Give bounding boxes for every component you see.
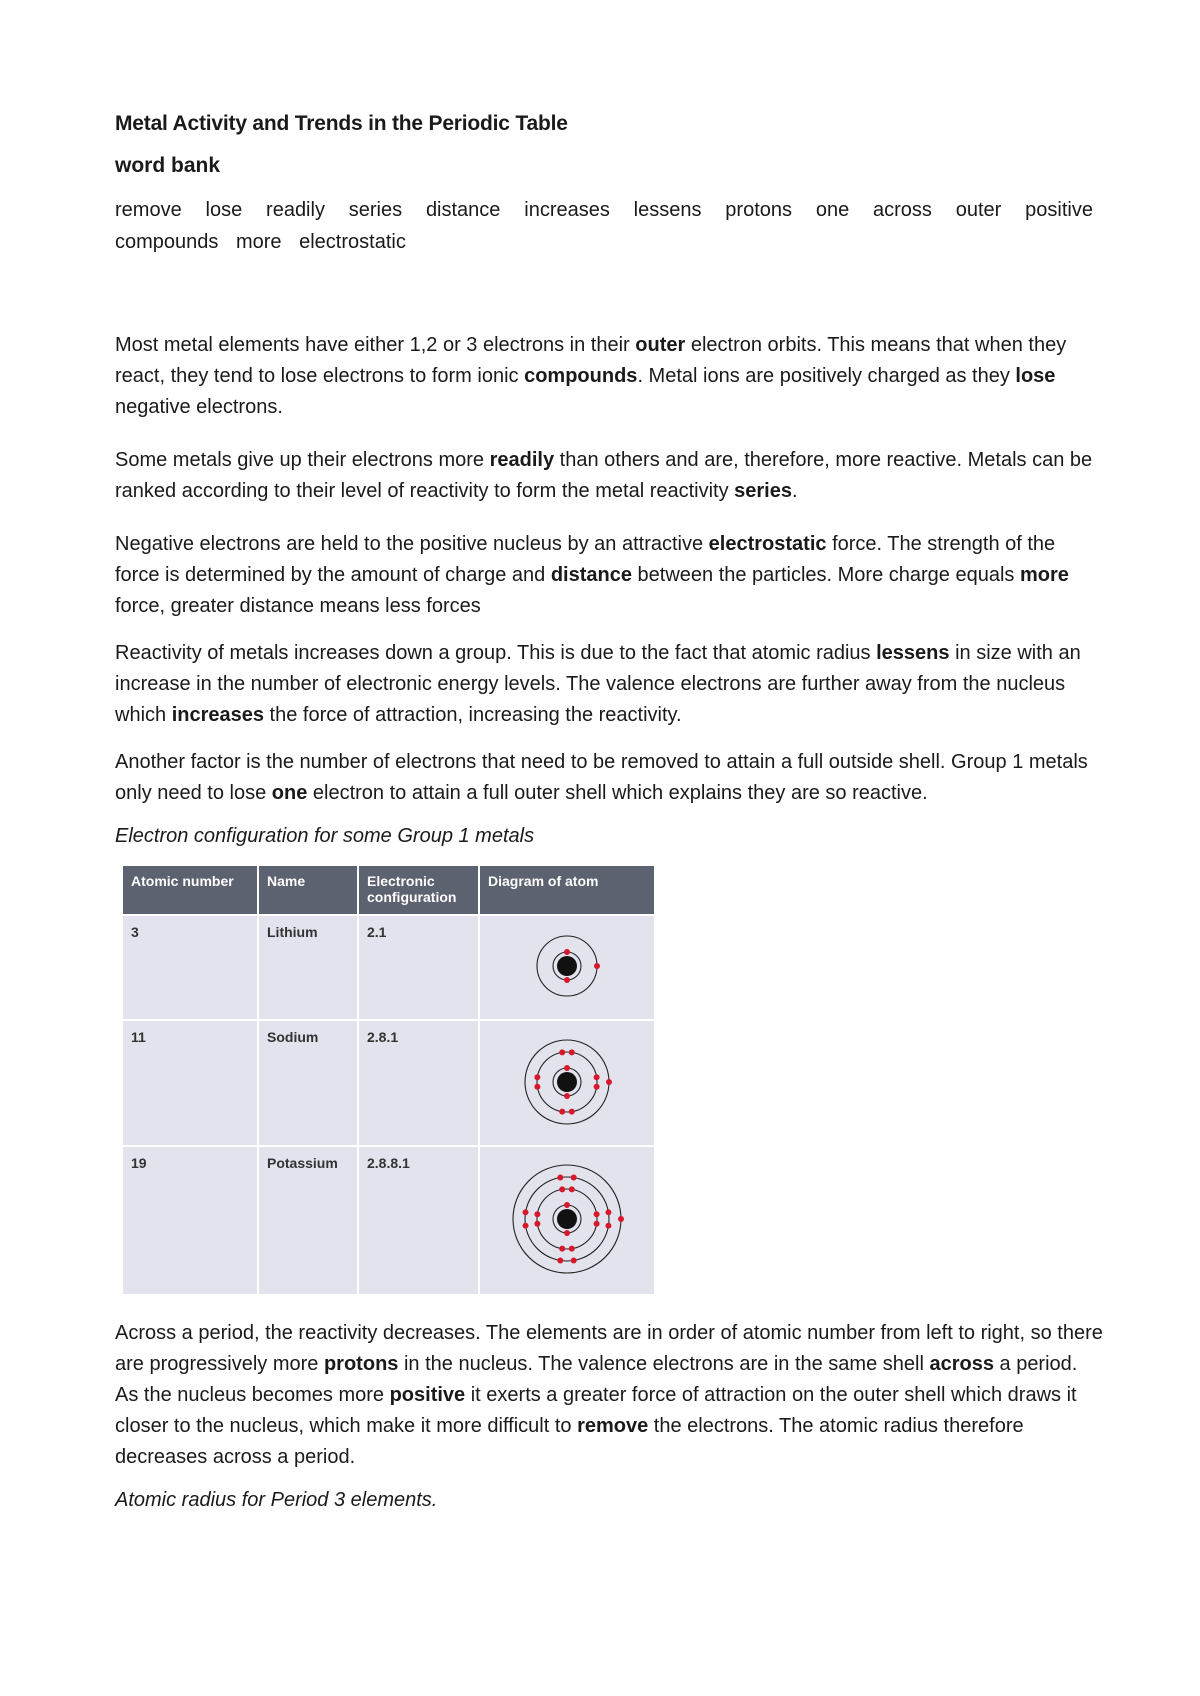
answer-word: across: [929, 1353, 994, 1375]
electron: [569, 1108, 575, 1114]
document-page: [115, 112, 1105, 1512]
page-title: Metal Activity and Trends in the Periodic Table: [115, 112, 568, 135]
electron: [605, 1223, 611, 1229]
paragraph-full-shell: [115, 747, 1105, 809]
word-bank-word: electrostatic: [299, 231, 406, 253]
word-bank-word: increases: [524, 199, 610, 221]
table-row: [123, 1019, 656, 1145]
electron: [559, 1049, 565, 1055]
word-bank-word: distance: [425, 199, 501, 221]
electron: [557, 1257, 563, 1263]
electron: [594, 1083, 600, 1089]
text-run: Negative electrons are held to the positive nucleus by an attractive: [115, 533, 709, 555]
text-run: between the particles. More charge equals: [631, 564, 1020, 586]
header-name: Name: [259, 866, 359, 914]
text-run: electron orbits. This means that when they react, they tend to lose electrons to form ionic: [115, 334, 1067, 387]
electron: [564, 1093, 570, 1099]
paragraph-electrostatic-force: [115, 529, 1105, 622]
text-run: force. The strength of the force is determined by the amount of charge and: [115, 533, 1056, 586]
text-run: Another factor is the number of electrons that need to be removed to attain a full outside shell. Group 1 metals only need to lose: [115, 751, 1088, 804]
text-run: it exerts a greater force of attraction on the outer shell which draws it closer to the nucleus, which make it more difficult to: [115, 1384, 1077, 1437]
electron: [564, 949, 570, 955]
answer-word: series: [734, 480, 792, 502]
word-bank-word: remove: [115, 199, 182, 221]
answer-word: outer: [635, 334, 686, 356]
cell-atomic-number: 3: [123, 914, 259, 1019]
word-bank-word: lessens: [633, 199, 702, 221]
electron: [534, 1074, 540, 1080]
text-run: . Metal ions are positively charged as they: [637, 365, 1016, 387]
answer-word: lessens: [876, 642, 950, 664]
electron: [534, 1221, 540, 1227]
electron: [559, 1108, 565, 1114]
electron: [559, 1186, 565, 1192]
word-bank: [115, 194, 1105, 258]
electron: [523, 1209, 529, 1215]
electron: [594, 963, 600, 969]
electron: [569, 1246, 575, 1252]
text-run: in size with an increase in the number of electronic energy levels. The valence electrons are further away from the nucleus which: [115, 642, 1081, 726]
nucleus: [557, 1072, 577, 1092]
cell-configuration: 2.8.8.1: [359, 1145, 480, 1294]
caption-group1: Electron configuration for some Group 1 metals: [115, 825, 535, 847]
answer-word: distance: [550, 564, 632, 586]
word-bank-word: compounds: [115, 231, 219, 253]
electron: [594, 1074, 600, 1080]
word-bank-word: positive: [1025, 199, 1093, 221]
word-bank-word: protons: [725, 199, 793, 221]
sodium-atom-diagram: [508, 1023, 626, 1141]
text-run: than others and are, therefore, more reactive. Metals can be ranked according to their level of reactivity to form the metal reactivity: [115, 449, 1093, 502]
word-bank-heading: word bank: [115, 154, 221, 177]
word-bank-word: readily: [266, 199, 325, 221]
answer-word: one: [271, 782, 308, 804]
word-bank-word: series: [348, 199, 403, 221]
paragraph-period-trend: [115, 1318, 1105, 1473]
nucleus: [557, 1209, 577, 1229]
cell-configuration: 2.8.1: [359, 1019, 480, 1145]
answer-word: remove: [577, 1415, 649, 1437]
electron: [523, 1223, 529, 1229]
electron: [569, 1049, 575, 1055]
electron: [559, 1246, 565, 1252]
text-run: Some metals give up their electrons more: [115, 449, 490, 471]
header-atomic-number: Atomic number: [123, 866, 259, 914]
word-bank-word: more: [235, 231, 282, 253]
text-run: the electrons. The atomic radius therefore decreases across a period.: [115, 1415, 1024, 1468]
word-bank-word: across: [873, 199, 932, 221]
electron: [594, 1211, 600, 1217]
cell-name: Lithium: [259, 914, 359, 1019]
electron: [564, 1202, 570, 1208]
text-run: in the nucleus. The valence electrons are in the same shell: [398, 1353, 930, 1375]
cell-diagram: [480, 1019, 656, 1145]
electron-configuration-table: [123, 866, 656, 1294]
answer-word: electrostatic: [708, 533, 827, 555]
text-run: a period. As the nucleus becomes more: [115, 1353, 1078, 1406]
electron: [571, 1175, 577, 1181]
text-run: Across a period, the reactivity decreases. The elements are in order of atomic number from left to right, so there are progressively more: [115, 1322, 1103, 1375]
cell-configuration: 2.1: [359, 914, 480, 1019]
lithium-atom-diagram: [517, 916, 617, 1016]
cell-atomic-number: 11: [123, 1019, 259, 1145]
word-bank-word: outer: [955, 199, 1002, 221]
text-run: Reactivity of metals increases down a group. This is due to the fact that atomic radius: [115, 642, 877, 664]
text-run: electron to attain a full outer shell which explains they are so reactive.: [307, 782, 928, 804]
header-diagram: Diagram of atom: [480, 866, 656, 914]
electron: [594, 1221, 600, 1227]
word-bank-word: lose: [205, 199, 243, 221]
paragraph-reactivity-series: [115, 445, 1105, 507]
cell-name: Potassium: [259, 1145, 359, 1294]
electron: [571, 1257, 577, 1263]
electron: [564, 1230, 570, 1236]
text-run: .: [792, 480, 798, 502]
text-run: force, greater distance means less forces: [115, 595, 481, 617]
word-bank-word: one: [815, 199, 850, 221]
nucleus: [557, 956, 577, 976]
electron: [605, 1209, 611, 1215]
paragraph-group-trend: [115, 638, 1105, 731]
answer-word: protons: [323, 1353, 399, 1375]
answer-word: readily: [489, 449, 555, 471]
table-row: [123, 1145, 656, 1294]
paragraph-outer-electrons: [115, 330, 1105, 423]
cell-diagram: [480, 1145, 656, 1294]
potassium-atom-diagram: [495, 1147, 639, 1291]
electron: [534, 1083, 540, 1089]
electron: [606, 1079, 612, 1085]
caption-period3: Atomic radius for Period 3 elements.: [115, 1489, 438, 1511]
answer-word: compounds: [524, 365, 638, 387]
text-run: Most metal elements have either 1,2 or 3 electrons in their: [115, 334, 636, 356]
text-run: the force of attraction, increasing the reactivity.: [264, 704, 682, 726]
cell-atomic-number: 19: [123, 1145, 259, 1294]
answer-word: lose: [1015, 365, 1056, 387]
table-header-row: [123, 866, 656, 914]
cell-diagram: [480, 914, 656, 1019]
answer-word: positive: [389, 1384, 466, 1406]
electron: [618, 1216, 624, 1222]
electron: [564, 1065, 570, 1071]
electron: [534, 1211, 540, 1217]
electron: [569, 1186, 575, 1192]
electron: [564, 977, 570, 983]
text-run: negative electrons.: [115, 396, 283, 418]
table-row: [123, 914, 656, 1019]
answer-word: increases: [171, 704, 264, 726]
answer-word: more: [1019, 564, 1069, 586]
cell-name: Sodium: [259, 1019, 359, 1145]
header-configuration: Electronic configuration: [359, 866, 480, 914]
electron: [557, 1175, 563, 1181]
